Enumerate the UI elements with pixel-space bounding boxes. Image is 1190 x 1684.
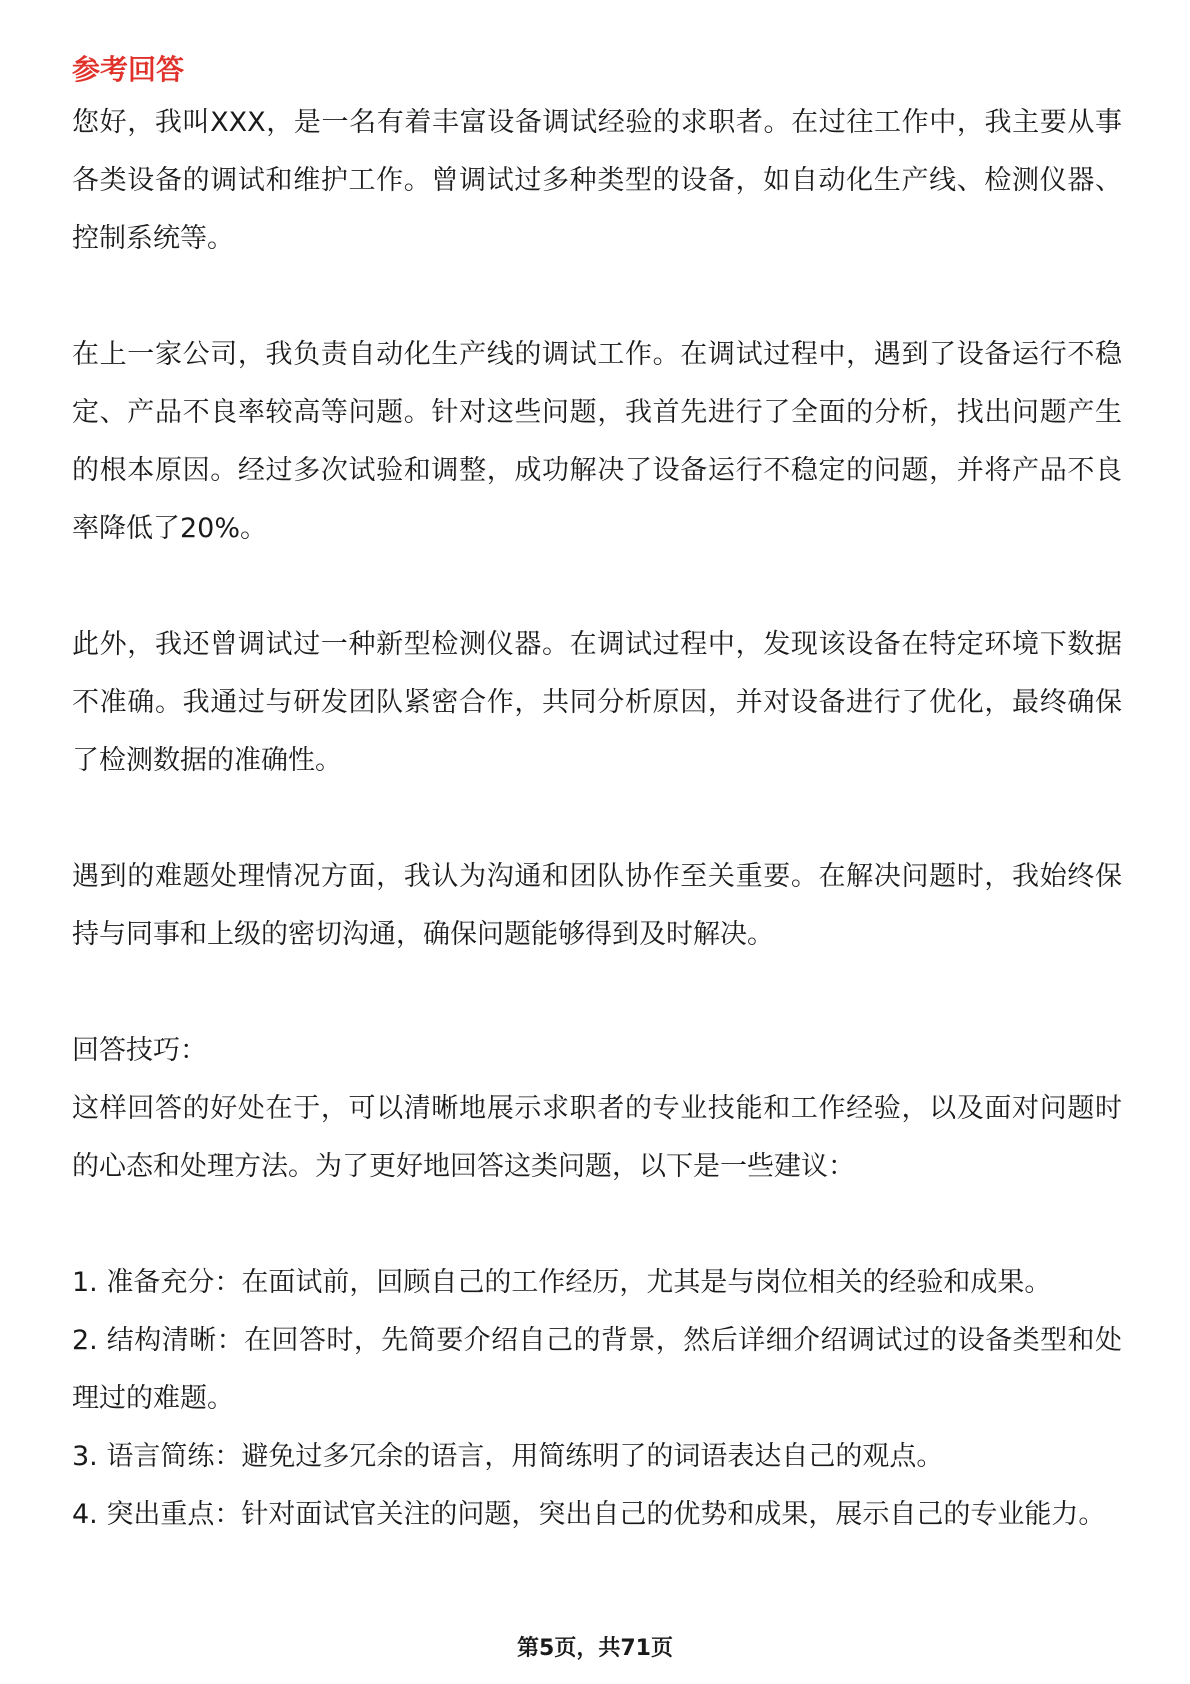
spacer <box>72 790 1122 848</box>
spacer <box>72 268 1122 326</box>
section-heading: 参考回答 <box>72 53 185 86</box>
spacer <box>72 1196 1122 1254</box>
answer-paragraph-3: 此外，我还曾调试过一种新型检测仪器。在调试过程中，发现该设备在特定环境下数据不准确。我通过与研发团队紧密合作，共同分析原因，并对设备进行了优化，最终确保了检测数据的准确性。 <box>72 629 1122 776</box>
tip-item-4: 4. 突出重点：针对面试官关注的问题，突出自己的优势和成果，展示自己的专业能力。 <box>72 1499 1106 1530</box>
answer-paragraph-1: 您好，我叫XXX，是一名有着丰富设备调试经验的求职者。在过往工作中，我主要从事各类设备的调试和维护工作。曾调试过多种类型的设备，如自动化生产线、检测仪器、控制系统等。 <box>72 107 1122 254</box>
spacer <box>72 558 1122 616</box>
tip-item-2: 2. 结构清晰：在回答时，先简要介绍自己的背景，然后详细介绍调试过的设备类型和处理过的难题。 <box>72 1325 1122 1414</box>
tip-item-3: 3. 语言简练：避免过多冗余的语言，用简练明了的词语表达自己的观点。 <box>72 1441 944 1472</box>
tips-intro: 这样回答的好处在于，可以清晰地展示求职者的专业技能和工作经验，以及面对问题时的心态和处理方法。为了更好地回答这类问题，以下是一些建议： <box>72 1093 1122 1182</box>
answer-paragraph-2: 在上一家公司，我负责自动化生产线的调试工作。在调试过程中，遇到了设备运行不稳定、产品不良率较高等问题。针对这些问题，我首先进行了全面的分析，找出问题产生的根本原因。经过多次试验和调整，成功解决了设备运行不稳定的问题，并将产品不良率降低了20%。 <box>72 339 1122 544</box>
tips-title: 回答技巧： <box>72 1035 207 1066</box>
answer-paragraph-4: 遇到的难题处理情况方面，我认为沟通和团队协作至关重要。在解决问题时，我始终保持与同事和上级的密切沟通，确保问题能够得到及时解决。 <box>72 861 1122 950</box>
spacer <box>72 964 1122 1022</box>
document-body <box>72 46 1122 1544</box>
tip-item-1: 1. 准备充分：在面试前，回顾自己的工作经历，尤其是与岗位相关的经验和成果。 <box>72 1267 1052 1298</box>
page-number: 第5页，共71页 <box>517 1636 673 1661</box>
